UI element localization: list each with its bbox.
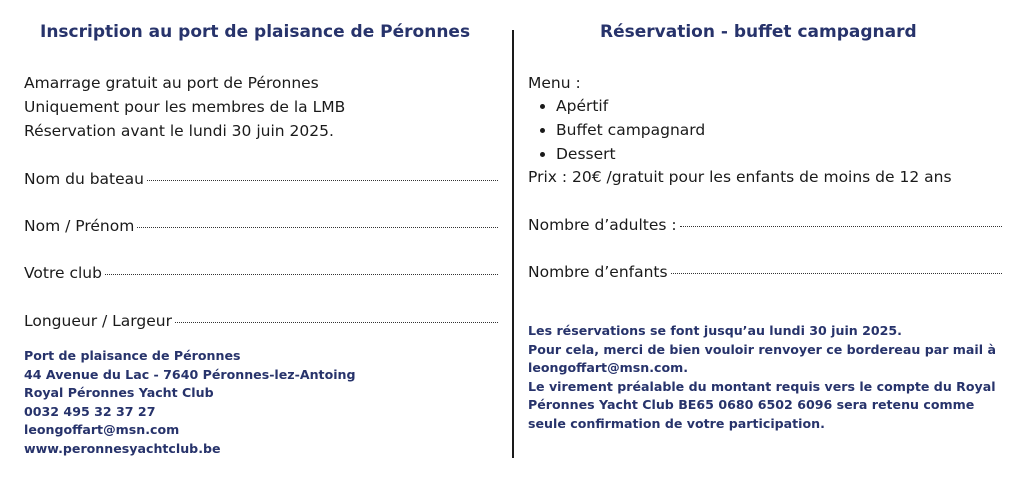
vertical-divider <box>512 30 514 458</box>
note-line-2: Pour cela, merci de bien vouloir renvoyer ce bordereau par mail à <box>528 341 996 357</box>
menu-item-aperitif: • Apértif <box>556 94 705 118</box>
children-count-dotted-line[interactable] <box>671 273 1002 274</box>
registration-title: Inscription au port de plaisance de Péronnes <box>40 22 471 42</box>
adults-count-dotted-line[interactable] <box>680 226 1002 227</box>
menu-label: Menu : <box>528 74 581 92</box>
contact-website: www.peronnesyachtclub.be <box>24 440 221 456</box>
reservation-notes <box>528 322 996 433</box>
price-line: Prix : 20€ /gratuit pour les enfants de moins de 12 ans <box>528 168 952 186</box>
boat-name-field[interactable] <box>24 170 498 188</box>
person-name-dotted-line[interactable] <box>137 227 498 228</box>
note-line-6: seule confirmation de votre participation. <box>528 415 825 431</box>
contact-club: Royal Péronnes Yacht Club <box>24 385 214 400</box>
children-count-label: Nombre d’enfants <box>528 263 668 281</box>
club-label: Votre club <box>24 264 102 282</box>
contact-port: Port de plaisance de Péronnes <box>24 348 241 363</box>
buffet-title: Réservation - buffet campagnard <box>600 22 917 42</box>
intro-line-3: Réservation avant le lundi 30 juin 2025. <box>24 122 334 140</box>
boat-name-label: Nom du bateau <box>24 170 144 188</box>
club-dotted-line[interactable] <box>105 274 498 275</box>
adults-count-label: Nombre d’adultes : <box>528 216 677 234</box>
boat-name-dotted-line[interactable] <box>147 180 498 181</box>
menu-item-buffet: • Buffet campagnard <box>556 118 705 142</box>
adults-count-field[interactable] <box>528 216 1002 234</box>
menu-list <box>528 94 705 166</box>
note-line-5: Péronnes Yacht Club BE65 0680 6502 6096 sera retenu comme <box>528 397 975 412</box>
club-field[interactable] <box>24 264 498 282</box>
intro-line-2: Uniquement pour les membres de la LMB <box>24 98 346 116</box>
note-line-3: leongoffart@msn.com. <box>528 360 689 375</box>
person-name-label: Nom / Prénom <box>24 217 135 235</box>
note-line-1: Les réservations se font jusqu’au lundi 30 juin 2025. <box>528 323 902 338</box>
contact-email: leongoffart@msn.com <box>24 422 180 437</box>
length-width-dotted-line[interactable] <box>175 322 498 323</box>
length-width-label: Longueur / Largeur <box>24 312 172 330</box>
contact-phone: 0032 495 32 37 27 <box>24 403 156 419</box>
contact-block <box>24 347 356 458</box>
menu-item-dessert: • Dessert <box>556 142 705 166</box>
children-count-field[interactable] <box>528 263 1002 281</box>
note-line-4: Le virement préalable du montant requis vers le compte du Royal <box>528 378 996 394</box>
contact-address: 44 Avenue du Lac - 7640 Péronnes-lez-Antoing <box>24 366 356 382</box>
length-width-field[interactable] <box>24 312 498 330</box>
person-name-field[interactable] <box>24 217 498 235</box>
intro-line-1: Amarrage gratuit au port de Péronnes <box>24 74 319 92</box>
